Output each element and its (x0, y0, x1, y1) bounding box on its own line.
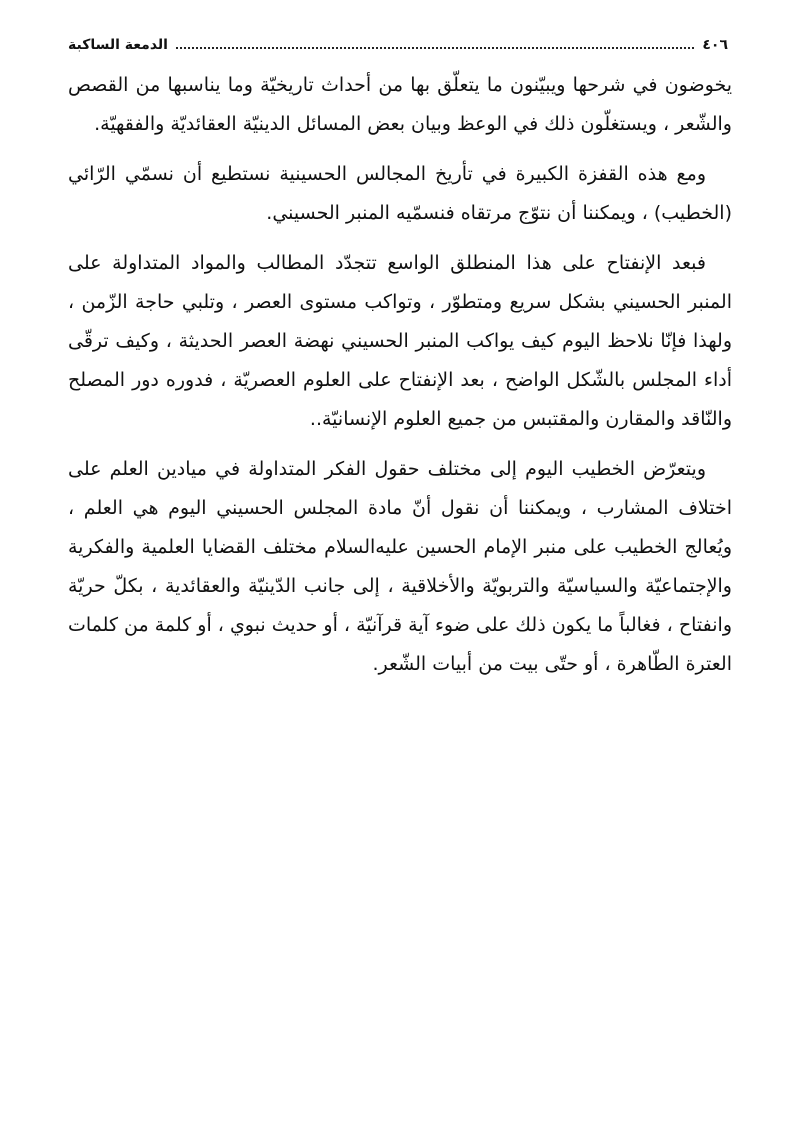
paragraph-1: يخوضون في شرحها ويبيّنون ما يتعلّق بها من أحداث تاريخيّة وما يناسبها من القصص والشّعر ، ويستغلّون ذلك في الوعظ وبيان بعض المسائل الدينيّة العقائديّة والفقهيّة. (68, 74, 732, 135)
paragraph-4: ويتعرّض الخطيب اليوم إلى مختلف حقول الفكر المتداولة في ميادين العلم على اختلاف المشارب ، ويمكننا أن نقول أنّ مادة المجلس الحسيني اليوم هي العلم ، ويُعالج الخطيب على منبر الإمام الحسين عليه‌السلام مختلف القضايا العلمية والفكرية والإجتماعيّة والسياسيّة والتربويّة والأخلاقية ، إلى جانب الدّينيّة والعقائدية ، بكلّ حريّة وانفتاح ، فغالباً ما يكون ذلك على ضوء آية قرآنيّة ، أو حديث نبوي ، أو كلمة من كلمات العترة الطّاهرة ، أو حتّى بيت من أبيات الشّعر. (68, 458, 732, 675)
page-number: ٤٠٦ (702, 37, 728, 53)
header-dotted-leader (176, 47, 694, 49)
paragraph-2: ومع هذه القفزة الكبيرة في تأريخ المجالس الحسينية نستطيع أن نسمّي الرّائي (الخطيب) ، ويمكننا أن نتوّج مرتقاه فنسمّيه المنبر الحسيني. (68, 163, 732, 224)
paragraph-3: فبعد الإنفتاح على هذا المنطلق الواسع تتجدّد المطالب والمواد المتداولة على المنبر الحسيني بشكل سريع ومتطوّر ، وتواكب مستوى العصر ، وتلبي حاجة الزّمن ، ولهذا فإنّا نلاحظ اليوم كيف يواكب المنبر الحسيني نهضة العصر الحديثة ، وكيف ترقّى أداء المجلس بالشّكل الواضح ، بعد الإنفتاح على العلوم العصريّة ، فدوره دور المصلح والنّاقد والمقارن والمقتبس من جميع العلوم الإنسانيّة.. (68, 252, 732, 430)
book-title: الدمعة الساكبة (68, 37, 168, 53)
body-text (68, 66, 732, 695)
running-header (68, 32, 728, 58)
